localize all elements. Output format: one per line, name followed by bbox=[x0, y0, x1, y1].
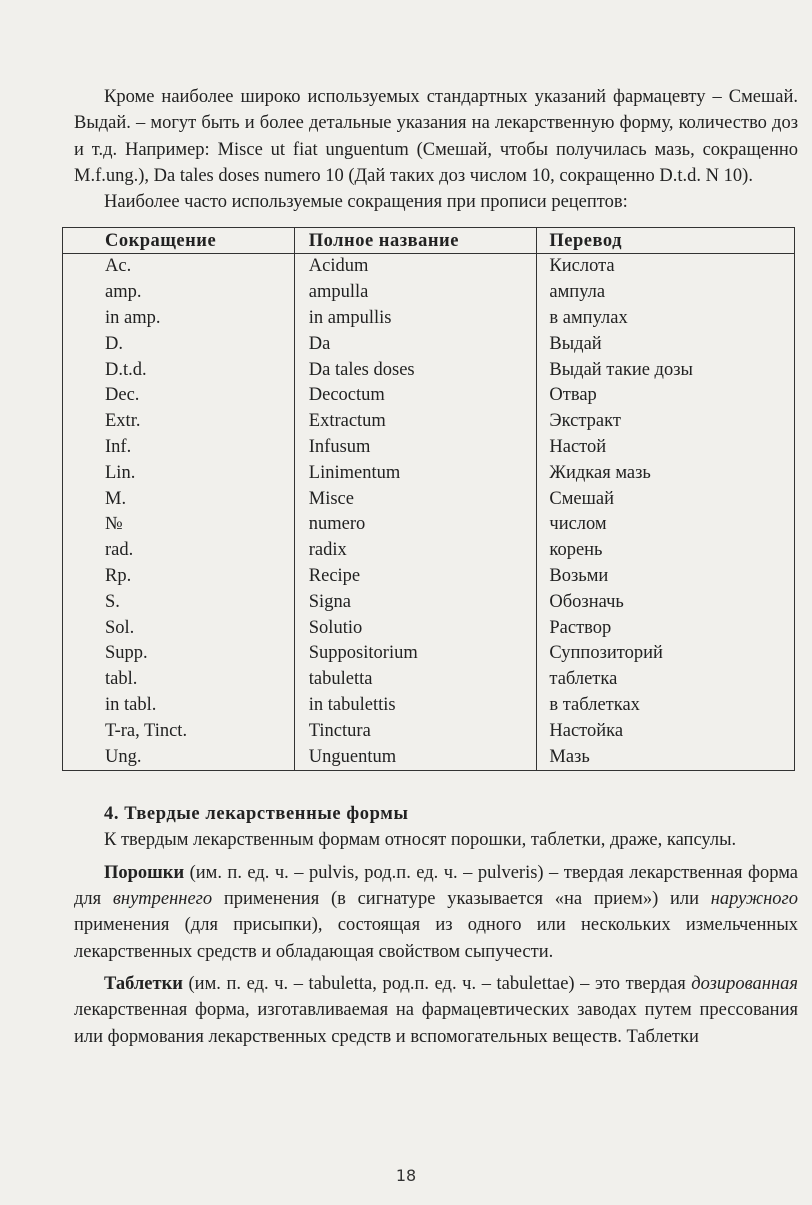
cell-abbreviation: in tabl. bbox=[63, 693, 295, 719]
powders-em-internal: внутреннего bbox=[112, 889, 213, 910]
cell-full-name: Linimentum bbox=[294, 461, 537, 487]
table-row bbox=[63, 435, 795, 461]
cell-translation: Суппозиторий bbox=[537, 641, 795, 667]
cell-translation: Жидкая мазь bbox=[537, 461, 795, 487]
cell-abbreviation: tabl. bbox=[63, 667, 295, 693]
cell-translation: корень bbox=[537, 538, 795, 564]
abbreviations-table bbox=[62, 227, 795, 771]
cell-translation: в ампулах bbox=[537, 306, 795, 332]
powders-text-b: применения (в сигнатуре указывается «на прием») или bbox=[212, 889, 711, 910]
cell-abbreviation: Extr. bbox=[63, 409, 295, 435]
cell-translation: Раствор bbox=[537, 616, 795, 642]
powders-term: Порошки bbox=[104, 862, 185, 883]
cell-full-name: numero bbox=[294, 512, 537, 538]
cell-full-name: Signa bbox=[294, 590, 537, 616]
table-row bbox=[63, 538, 795, 564]
table-row bbox=[63, 564, 795, 590]
table-row bbox=[63, 616, 795, 642]
cell-full-name: Decoctum bbox=[294, 383, 537, 409]
cell-full-name: Unguentum bbox=[294, 745, 537, 771]
powders-em-external: наружного bbox=[710, 889, 798, 910]
cell-full-name: Extractum bbox=[294, 409, 537, 435]
cell-translation: ампула bbox=[537, 280, 795, 306]
cell-full-name: Infusum bbox=[294, 435, 537, 461]
cell-full-name: radix bbox=[294, 538, 537, 564]
cell-full-name: Da bbox=[294, 332, 537, 358]
cell-translation: Кислота bbox=[537, 254, 795, 280]
cell-translation: Выдай такие дозы bbox=[537, 358, 795, 384]
cell-abbreviation: Ung. bbox=[63, 745, 295, 771]
cell-abbreviation: Ac. bbox=[63, 254, 295, 280]
header-abbreviation: Сокращение bbox=[63, 228, 295, 254]
cell-translation: Настойка bbox=[537, 719, 795, 745]
cell-full-name: ampulla bbox=[294, 280, 537, 306]
cell-full-name: Solutio bbox=[294, 616, 537, 642]
powders-text-c: применения (для присыпки), состоящая из одного или нескольких измельченных лекарственных средств и обладающая свойством сыпучести. bbox=[74, 915, 798, 962]
cell-abbreviation: Lin. bbox=[63, 461, 295, 487]
cell-translation: Смешай bbox=[537, 487, 795, 513]
table-row bbox=[63, 667, 795, 693]
table-row bbox=[63, 461, 795, 487]
powders-text-a: (им. п. ед. ч. – pulvis, род.п. ед. ч. – pulveris) – твердая лекарственная форма для bbox=[74, 862, 798, 910]
table-row bbox=[63, 409, 795, 435]
cell-abbreviation: T-ra, Tinct. bbox=[63, 719, 295, 745]
tablets-term: Таблетки bbox=[104, 973, 183, 994]
solid-forms-paragraph: К твердым лекарственным формам относят порошки, таблетки, драже, капсулы. bbox=[104, 830, 737, 851]
cell-translation: Возьми bbox=[537, 564, 795, 590]
cell-translation: Мазь bbox=[537, 745, 795, 771]
cell-abbreviation: rad. bbox=[63, 538, 295, 564]
cell-abbreviation: S. bbox=[63, 590, 295, 616]
cell-translation: в таблетках bbox=[537, 693, 795, 719]
cell-translation: Экстракт bbox=[537, 409, 795, 435]
cell-abbreviation: Sol. bbox=[63, 616, 295, 642]
cell-full-name: tabuletta bbox=[294, 667, 537, 693]
cell-abbreviation: № bbox=[63, 512, 295, 538]
cell-abbreviation: Supp. bbox=[63, 641, 295, 667]
intro-paragraph: Кроме наиболее широко используемых стандартных указаний фармацевту – Смешай. Выдай. – могут быть и более детальные указания на лекарственную форму, количество доз и т.д. Например: Misce ut fiat unguentum (Смешай, чтобы получилась мазь, сокращенно M.f.ung.), Da tales doses numero 10 (Дай таких доз числом 10, сокращенно D.t.d. N 10). bbox=[74, 87, 798, 186]
section-heading: 4. Твердые лекарственные формы bbox=[104, 804, 409, 825]
table-row bbox=[63, 487, 795, 513]
cell-full-name: Suppositorium bbox=[294, 641, 537, 667]
cell-full-name: in ampullis bbox=[294, 306, 537, 332]
table-row bbox=[63, 590, 795, 616]
tablets-text-b: лекарственная форма, изготавливаемая на фармацевтических заводах путем прессования или формования лекарственных средств и вспомогательных веществ. Таблетки bbox=[74, 1000, 798, 1047]
cell-full-name: Tinctura bbox=[294, 719, 537, 745]
powders-paragraph bbox=[74, 860, 798, 965]
cell-translation: Обозначь bbox=[537, 590, 795, 616]
table-intro-paragraph: Наиболее часто используемые сокращения при прописи рецептов: bbox=[104, 192, 628, 213]
cell-full-name: Recipe bbox=[294, 564, 537, 590]
cell-translation: Настой bbox=[537, 435, 795, 461]
table-header-row bbox=[63, 228, 795, 254]
cell-full-name: Acidum bbox=[294, 254, 537, 280]
tablets-text-a: (им. п. ед. ч. – tabuletta, род.п. ед. ч. – tabulettae) – это твердая bbox=[182, 973, 692, 994]
header-translation: Перевод bbox=[537, 228, 795, 254]
table-row bbox=[63, 512, 795, 538]
tablets-em-dosed: дозированная bbox=[691, 973, 798, 994]
table-row bbox=[63, 358, 795, 384]
table-row bbox=[63, 719, 795, 745]
cell-abbreviation: D. bbox=[63, 332, 295, 358]
table-row bbox=[63, 306, 795, 332]
table-row bbox=[63, 280, 795, 306]
table-row bbox=[63, 641, 795, 667]
cell-full-name: Misce bbox=[294, 487, 537, 513]
cell-abbreviation: amp. bbox=[63, 280, 295, 306]
table-row bbox=[63, 745, 795, 771]
cell-full-name: in tabulettis bbox=[294, 693, 537, 719]
cell-translation: числом bbox=[537, 512, 795, 538]
header-full-name: Полное название bbox=[294, 228, 537, 254]
table-body bbox=[63, 254, 795, 771]
table-row bbox=[63, 332, 795, 358]
cell-translation: Выдай bbox=[537, 332, 795, 358]
cell-abbreviation: in amp. bbox=[63, 306, 295, 332]
table-row bbox=[63, 693, 795, 719]
cell-abbreviation: Dec. bbox=[63, 383, 295, 409]
cell-abbreviation: D.t.d. bbox=[63, 358, 295, 384]
page-number: 18 bbox=[395, 1166, 417, 1185]
cell-abbreviation: Inf. bbox=[63, 435, 295, 461]
table-row bbox=[63, 254, 795, 280]
table-row bbox=[63, 383, 795, 409]
cell-abbreviation: M. bbox=[63, 487, 295, 513]
cell-full-name: Da tales doses bbox=[294, 358, 537, 384]
tablets-paragraph bbox=[74, 971, 798, 1050]
cell-abbreviation: Rp. bbox=[63, 564, 295, 590]
cell-translation: Отвар bbox=[537, 383, 795, 409]
cell-translation: таблетка bbox=[537, 667, 795, 693]
